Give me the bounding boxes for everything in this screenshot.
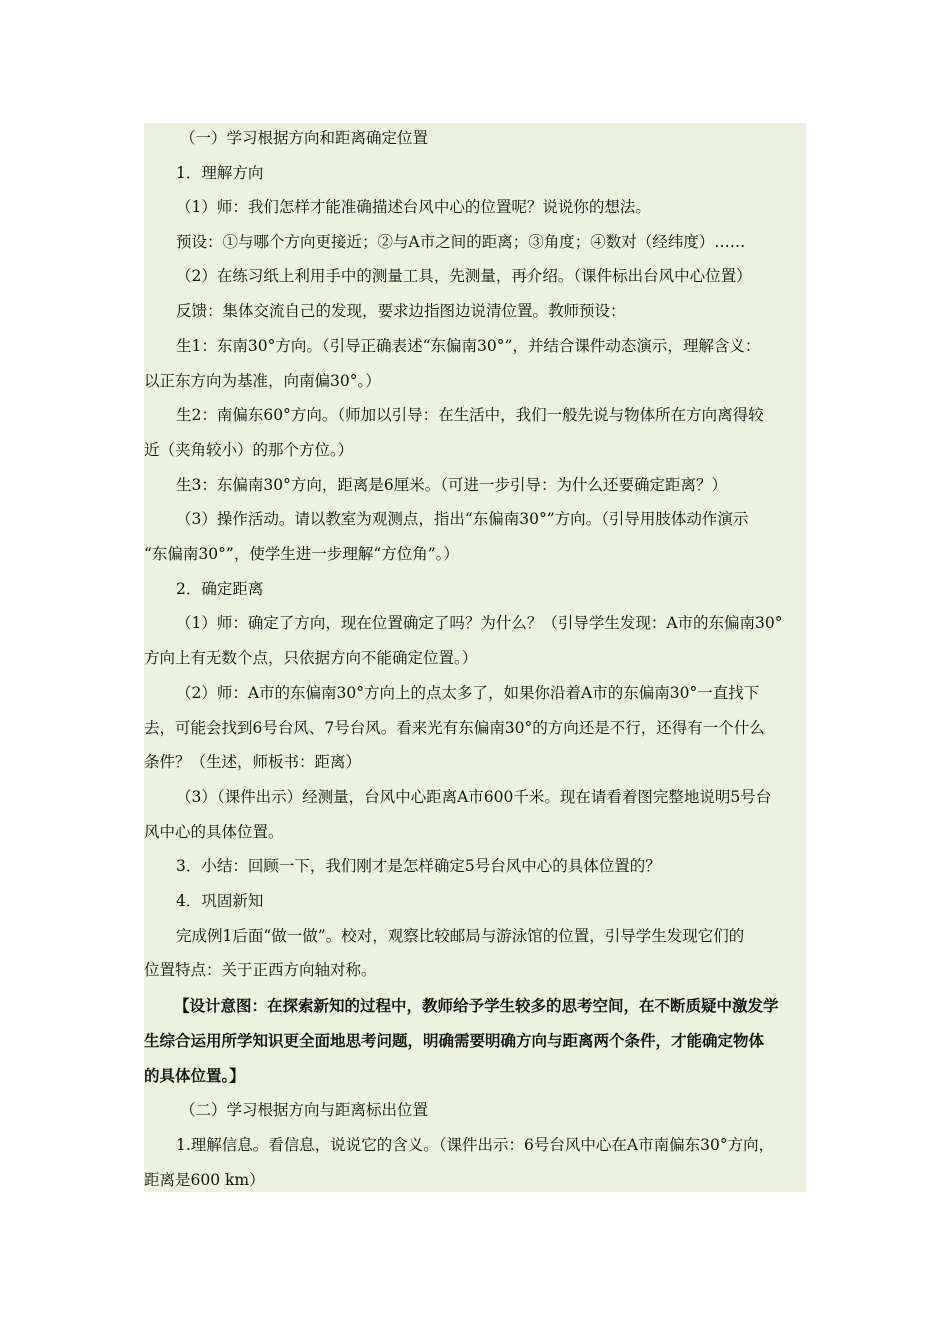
paragraph-line: 位置特点：关于正西方向轴对称。	[144, 961, 377, 979]
section-heading-1: （一）学习根据方向和距离确定位置	[180, 129, 429, 147]
subheading-determine-distance: 2．确定距离	[176, 580, 264, 598]
paragraph-line: 方向上有无数个点，只依据方向不能确定位置。）	[144, 649, 478, 667]
paragraph-line: 去，可能会找到6号台风、7号台风。看来光有东偏南30°的方向还是不行，还得有一个什么	[144, 719, 765, 737]
paragraph-line: （2）师：A市的东偏南30°方向上的点太多了，如果你沿着A市的东偏南30°一直找下	[176, 684, 760, 702]
design-intent-line: 生综合运用所学知识更全面地思考问题，明确需要明确方向与距离两个条件，才能确定物体	[144, 1032, 765, 1050]
paragraph-line: 生2：南偏东60°方向。（师加以引导：在生活中，我们一般先说与物体所在方向离得较	[176, 406, 764, 424]
paragraph-line: 1.理解信息。看信息，说说它的含义。（课件出示：6号台风中心在A市南偏东30°方向，	[176, 1136, 775, 1154]
section-heading-2: （二）学习根据方向与距离标出位置	[180, 1101, 429, 1119]
design-intent-line: 的具体位置。】	[144, 1067, 245, 1085]
paragraph-line: 生3：东偏南30°方向，距离是6厘米。（可进一步引导：为什么还要确定距离？）	[176, 476, 727, 494]
paragraph-line: 近（夹角较小）的那个方位。）	[144, 441, 354, 459]
paragraph-line: “东偏南30°”，使学生进一步理解“方位角”。）	[144, 545, 459, 563]
subheading-understand-direction: 1．理解方向	[176, 164, 264, 182]
paragraph-line: 生1：东南30°方向。（引导正确表述“东偏南30°”，并结合课件动态演示，理解含义：	[176, 337, 761, 355]
paragraph-line: 反馈：集体交流自己的发现，要求边指图边说清位置。教师预设：	[176, 302, 626, 320]
paragraph-line: 风中心的具体位置。	[144, 823, 284, 841]
paragraph-line: （3）（课件出示）经测量，台风中心距离A市600千米。现在请看着图完整地说明5号台	[176, 788, 772, 806]
paragraph-line: （2）在练习纸上利用手中的测量工具，先测量，再介绍。（课件标出台风中心位置）	[176, 267, 752, 285]
design-intent-line: 【设计意图：在探索新知的过程中，教师给予学生较多的思考空间，在不断质疑中激发学	[174, 997, 779, 1015]
paragraph-line: （3）操作活动。请以教室为观测点，指出“东偏南30°”方向。（引导用肢体动作演示	[176, 510, 749, 528]
paragraph-line: 以正东方向为基准，向南偏30°。）	[144, 372, 381, 390]
subheading-summary: 3．小结：回顾一下，我们刚才是怎样确定5号台风中心的具体位置的？	[176, 857, 661, 875]
paragraph-line: 完成例1后面“做一做”。校对，观察比较邮局与游泳馆的位置，引导学生发现它们的	[176, 927, 745, 945]
paragraph-line: 距离是600 km）	[144, 1171, 265, 1189]
paragraph-line: 预设：①与哪个方向更接近；②与A市之间的距离；③角度；④数对（经纬度）……	[176, 233, 746, 251]
paragraph-line: 条件？（生述，师板书：距离）	[144, 753, 362, 771]
paragraph-line: （1）师：我们怎样才能准确描述台风中心的位置呢？说说你的想法。	[176, 198, 651, 216]
subheading-consolidate: 4．巩固新知	[176, 892, 264, 910]
paragraph-line: （1）师：确定了方向，现在位置确定了吗？为什么？（引导学生发现：A市的东偏南30°	[176, 614, 783, 632]
